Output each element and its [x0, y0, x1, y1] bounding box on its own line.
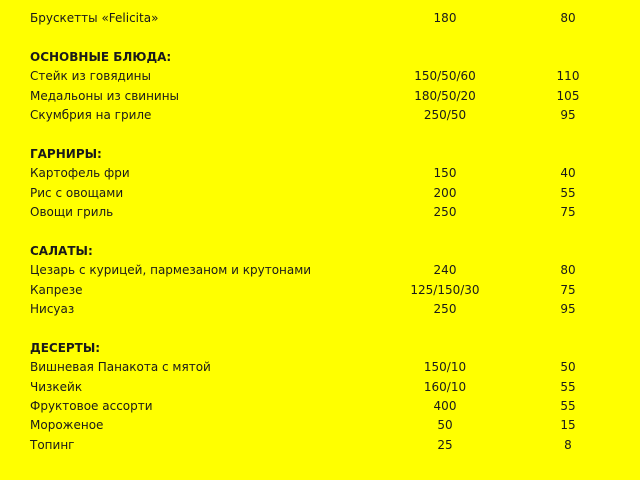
item-name: Медальоны из свинины	[30, 89, 180, 103]
menu-item-row	[0, 164, 640, 182]
item-name: Топинг	[30, 438, 75, 452]
menu-item-row	[0, 397, 640, 415]
item-price: 95	[560, 302, 576, 316]
item-weight: 250	[433, 302, 457, 316]
item-weight: 200	[433, 186, 457, 200]
item-name: Мороженое	[30, 418, 104, 432]
item-name: Цезарь с курицей, пармезаном и крутонами	[30, 263, 312, 277]
item-price: 50	[560, 360, 576, 374]
item-price: 110	[556, 69, 580, 83]
item-weight: 125/150/30	[410, 283, 480, 297]
section-title: САЛАТЫ:	[30, 244, 93, 258]
section-heading-main	[0, 48, 640, 66]
menu-item-row	[0, 416, 640, 434]
item-weight: 50	[437, 418, 453, 432]
item-name: Овощи гриль	[30, 205, 114, 219]
item-price: 40	[560, 166, 576, 180]
menu-item-row	[0, 358, 640, 376]
item-price: 8	[564, 438, 572, 452]
item-price: 105	[556, 89, 580, 103]
item-name: Стейк из говядины	[30, 69, 151, 83]
section-title: ГАРНИРЫ:	[30, 147, 102, 161]
item-name: Скумбрия на гриле	[30, 108, 152, 122]
item-price: 80	[560, 263, 576, 277]
section-heading-desserts	[0, 339, 640, 357]
menu-item-row	[0, 300, 640, 318]
item-weight: 160/10	[423, 380, 467, 394]
item-weight: 150/10	[423, 360, 467, 374]
item-weight: 180	[433, 11, 457, 25]
item-weight: 240	[433, 263, 457, 277]
item-name: Рис с овощами	[30, 186, 124, 200]
item-weight: 400	[433, 399, 457, 413]
menu-item-row	[0, 106, 640, 124]
item-name: Капрезе	[30, 283, 83, 297]
menu-item-row	[0, 9, 640, 27]
item-price: 75	[560, 205, 576, 219]
item-name: Картофель фри	[30, 166, 130, 180]
item-weight: 250	[433, 205, 457, 219]
menu-item-row	[0, 67, 640, 85]
item-price: 15	[560, 418, 576, 432]
item-price: 75	[560, 283, 576, 297]
menu-item-row	[0, 261, 640, 279]
menu-item-row	[0, 184, 640, 202]
item-name: Вишневая Панакота с мятой	[30, 360, 211, 374]
item-price: 55	[560, 399, 576, 413]
item-weight: 180/50/20	[414, 89, 476, 103]
section-title: ОСНОВНЫЕ БЛЮДА:	[30, 50, 172, 64]
item-price: 55	[560, 380, 576, 394]
menu-item-row	[0, 281, 640, 299]
menu-item-row	[0, 378, 640, 396]
item-price: 55	[560, 186, 576, 200]
item-name: Брускетты «Felicita»	[30, 11, 159, 25]
menu-item-row	[0, 436, 640, 454]
item-price: 95	[560, 108, 576, 122]
item-weight: 150	[433, 166, 457, 180]
section-heading-salads	[0, 242, 640, 260]
item-name: Фруктовое ассорти	[30, 399, 153, 413]
item-weight: 150/50/60	[414, 69, 476, 83]
item-weight: 25	[437, 438, 453, 452]
menu-item-row	[0, 203, 640, 221]
section-title: ДЕСЕРТЫ:	[30, 341, 101, 355]
item-price: 80	[560, 11, 576, 25]
menu-item-row	[0, 87, 640, 105]
item-weight: 250/50	[423, 108, 467, 122]
section-heading-sides	[0, 145, 640, 163]
item-name: Нисуаз	[30, 302, 75, 316]
item-name: Чизкейк	[30, 380, 83, 394]
